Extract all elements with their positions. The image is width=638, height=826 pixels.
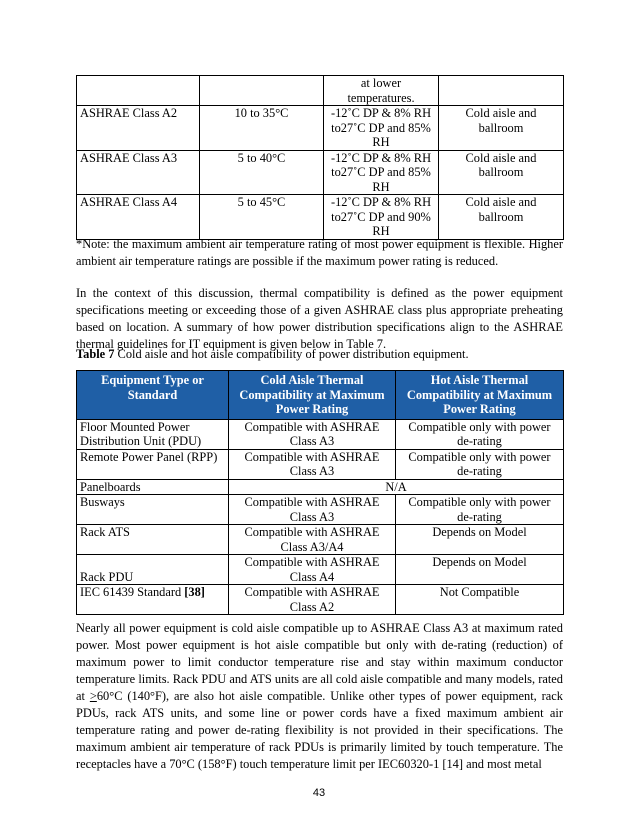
table-cell: at lower temperatures. (324, 76, 439, 106)
table-cell: Compatible with ASHRAE Class A3 (229, 419, 396, 449)
table-cell (200, 76, 324, 106)
table-cell: Cold aisle and ballroom (439, 150, 564, 195)
table-cell: Depends on Model (396, 525, 564, 555)
table-row (77, 525, 564, 555)
table-row (77, 585, 564, 615)
page-number: 43 (312, 787, 326, 799)
table-cell: Compatible only with power de-rating (396, 495, 564, 525)
table-caption (76, 346, 563, 363)
citation-link[interactable]: [38] (184, 585, 205, 599)
table-cell: Compatible with ASHRAE Class A3/A4 (229, 525, 396, 555)
table-cell (77, 76, 200, 106)
table-cell: ASHRAE Class A4 (77, 195, 200, 240)
table-cell: N/A (229, 479, 564, 495)
greater-equal-symbol: > (89, 689, 97, 703)
table-cell: ASHRAE Class A3 (77, 150, 200, 195)
table-cell: 5 to 40°C (200, 150, 324, 195)
table-cell: Compatible with ASHRAE Class A3 (229, 449, 396, 479)
table-row (77, 76, 564, 106)
table-cell: Depends on Model (396, 555, 564, 585)
table-cell: Rack PDU (77, 555, 229, 585)
table-cell: Compatible only with power de-rating (396, 449, 564, 479)
paragraph-text: 60°C (140°F), are also hot aisle compatible. Unlike other types of power equipment, rack PDUs, rack ATS units, and some line or power cords have a fixed maximum ambient air temperature rating and power de-rating flexibility is not provided in their specifications. The maximum ambient air temperature of rack PDUs is primarily limited by touch temperature. The receptacles have a 70°C (158°F) touch temperature limit per IEC60320-1 [14] and most metal (76, 689, 563, 771)
table-cell: -12˚C DP & 8% RH to27˚C DP and 85% RH (324, 150, 439, 195)
table-cell: Compatible with ASHRAE Class A3 (229, 495, 396, 525)
table-row (77, 479, 564, 495)
table-cell: Cold aisle and ballroom (439, 195, 564, 240)
paragraph-text: Nearly all power equipment is cold aisle compatible up to ASHRAE Class A3 at maximum rated power. Most power equipment is hot aisle compatible but only with de-rating (reduction) of maximum power to limit conductor temperature rise and stay within maximum conductor temperature limits. Rack PDU and ATS units are all cold aisle compatible and many models, rated at (76, 621, 563, 703)
table-caption-label: Table 7 (76, 347, 115, 361)
table-cell: ASHRAE Class A2 (77, 106, 200, 151)
ashrae-class-table (76, 75, 564, 240)
table-note: *Note: the maximum ambient air temperature rating of most power equipment is flexible. Higher ambient air temperature ratings are possible if the maximum power rating is reduced. (76, 237, 563, 268)
table-cell (439, 76, 564, 106)
column-header: Cold Aisle Thermal Compatibility at Maximum Power Rating (229, 371, 396, 420)
table-row (77, 419, 564, 449)
table-cell: -12˚C DP & 8% RH to27˚C DP and 90% RH (324, 195, 439, 240)
table-row (77, 555, 564, 585)
table-row (77, 150, 564, 195)
table-cell: 10 to 35°C (200, 106, 324, 151)
table-row (77, 195, 564, 240)
table-cell-text: IEC 61439 Standard (80, 585, 185, 599)
table-cell: Floor Mounted Power Distribution Unit (PDU) (77, 419, 229, 449)
paragraph (76, 620, 563, 773)
table-cell: 5 to 45°C (200, 195, 324, 240)
column-header: Hot Aisle Thermal Compatibility at Maximum Power Rating (396, 371, 564, 420)
table-row (77, 495, 564, 525)
paragraph: In the context of this discussion, thermal compatibility is defined as the power equipment specifications meeting or exceeding those of a given ASHRAE class plus appropriate preheating based on location. A summary of how power distribution specifications align to the ASHRAE thermal guidelines for IT equipment is given below in Table 7. (76, 286, 563, 351)
table-cell: Panelboards (77, 479, 229, 495)
table-cell: Remote Power Panel (RPP) (77, 449, 229, 479)
table-cell: Compatible with ASHRAE Class A2 (229, 585, 396, 615)
column-header: Equipment Type or Standard (77, 371, 229, 420)
table-cell: Not Compatible (396, 585, 564, 615)
table-cell: Busways (77, 495, 229, 525)
table-row (77, 106, 564, 151)
table-cell: Cold aisle and ballroom (439, 106, 564, 151)
table-cell: Compatible with ASHRAE Class A4 (229, 555, 396, 585)
table-cell: Rack ATS (77, 525, 229, 555)
table-header-row (77, 371, 564, 420)
table-cell: Compatible only with power de-rating (396, 419, 564, 449)
table-cell: -12˚C DP & 8% RH to27˚C DP and 85% RH (324, 106, 439, 151)
table-row (77, 449, 564, 479)
compatibility-table (76, 370, 564, 615)
table-cell (77, 585, 229, 615)
table-caption-text: Cold aisle and hot aisle compatibility of power distribution equipment. (114, 347, 469, 361)
